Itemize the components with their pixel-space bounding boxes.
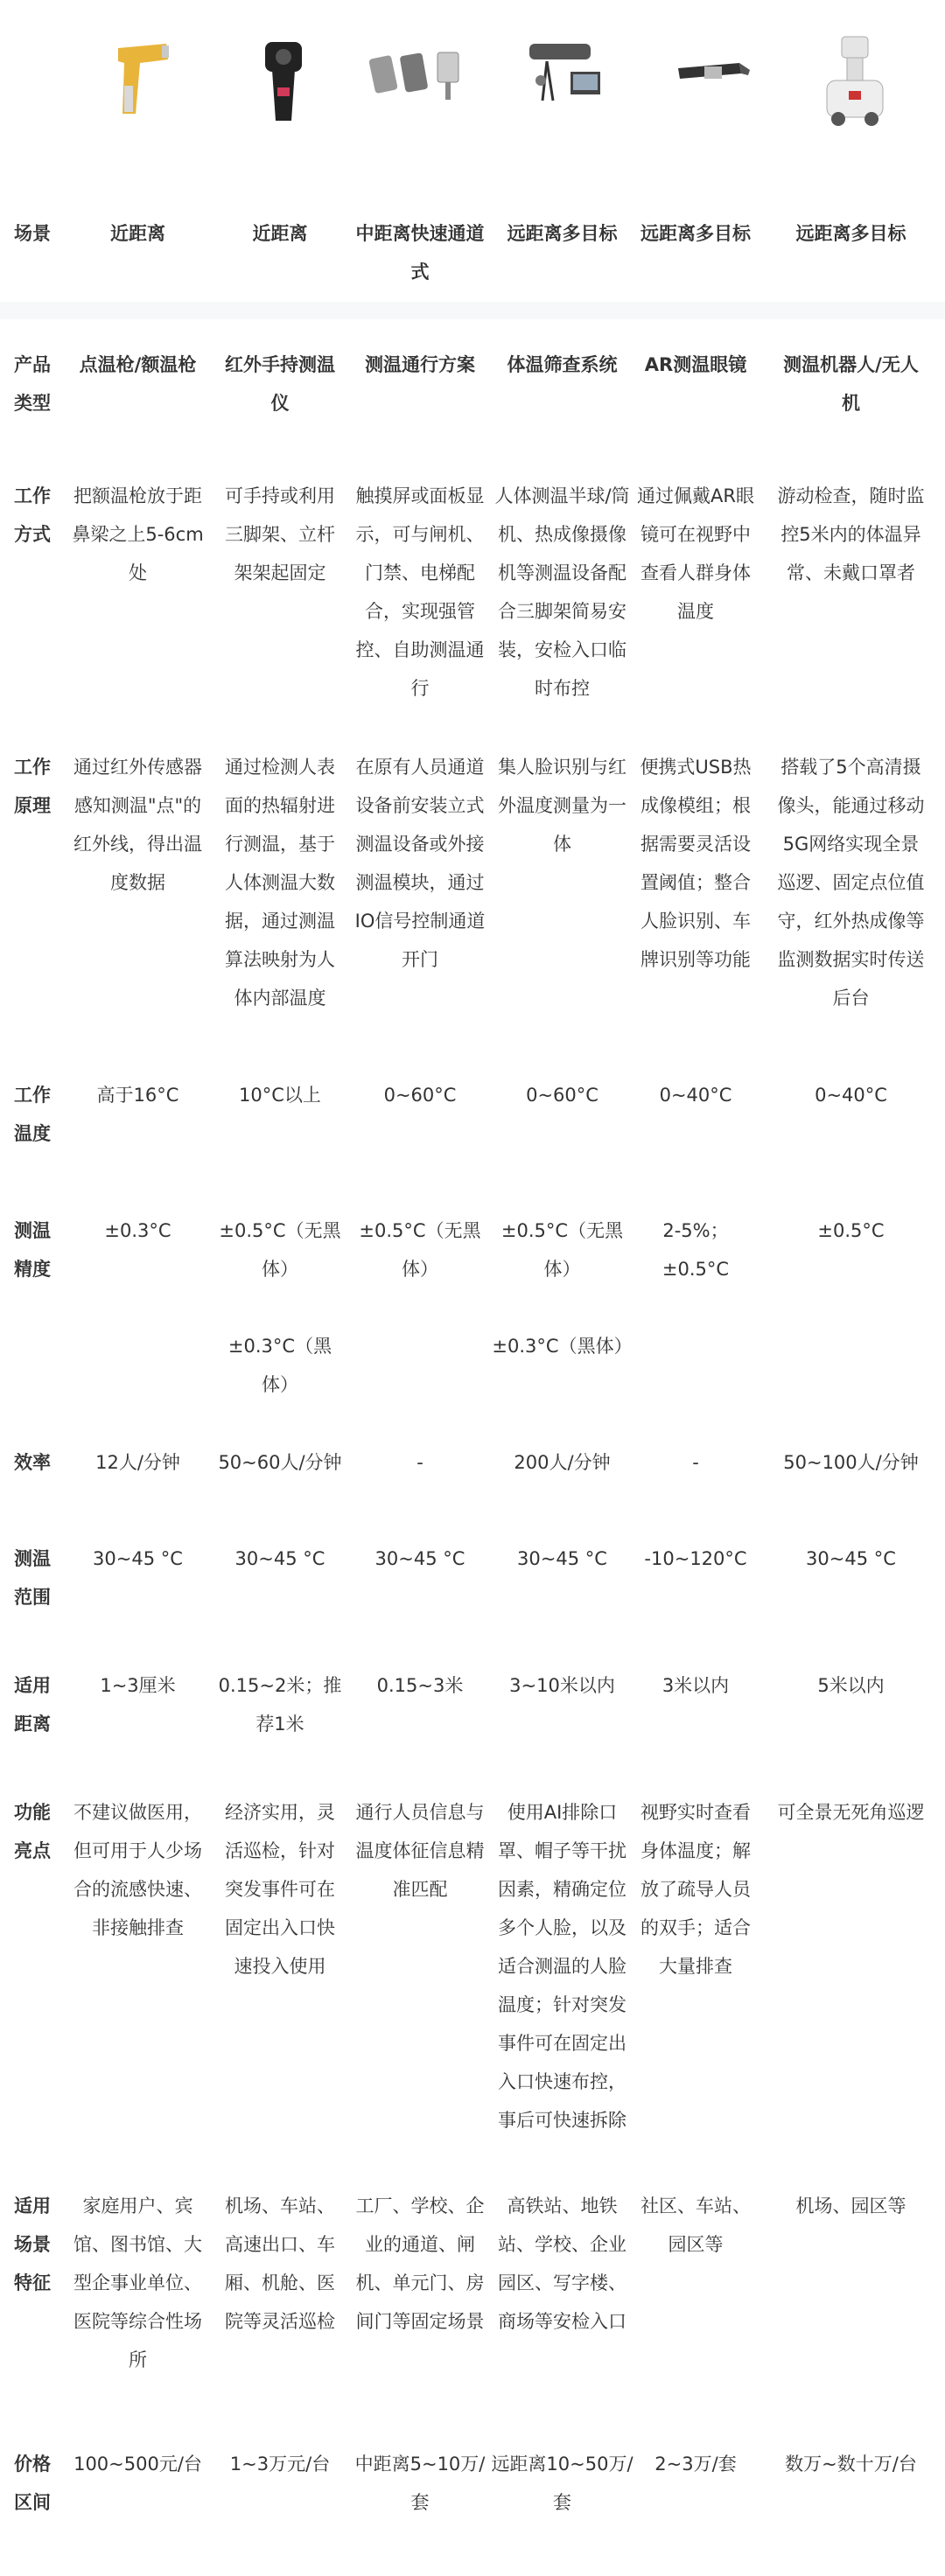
table-cell: 把额温枪放于距 鼻梁之上5-6cm 处 bbox=[72, 485, 204, 583]
table-cell: 近距离 bbox=[110, 223, 165, 244]
section-divider bbox=[0, 302, 945, 319]
table-cell: 不建议做医用， 但可用于人少场 合的流感快速、 非接触排查 bbox=[74, 1802, 202, 1938]
table-cell: 视野实时查看 身体温度；解 放了疏导人员 的双手；适合 大量排查 bbox=[640, 1802, 751, 1977]
table-cell: 高于16°C bbox=[96, 1085, 179, 1106]
table-cell: 30~45 °C bbox=[517, 1548, 607, 1569]
table-cell: 2~3万/套 bbox=[654, 2454, 737, 2475]
table-cell: ±0.3°C bbox=[104, 1220, 172, 1241]
table-cell: 200人/分钟 bbox=[514, 1452, 611, 1473]
table-cell: 高铁站、地铁 站、学校、企业 园区、写字楼、 商场等安检入口 bbox=[498, 2196, 626, 2332]
table-cell: 远距离多目标 bbox=[507, 223, 618, 244]
screening-system-icon bbox=[499, 17, 630, 149]
table-cell: 50~100人/分钟 bbox=[783, 1452, 919, 1473]
table-cell: 远距离多目标 bbox=[795, 223, 906, 244]
table-cell: ±0.5°C（无黑 体） ±0.3°C（黑 体） bbox=[219, 1220, 341, 1395]
handheld-thermal-camera-icon bbox=[214, 17, 346, 149]
table-cell: 30~45 °C bbox=[93, 1548, 183, 1569]
gate-terminal-icon bbox=[354, 17, 486, 149]
temperature-robot-icon bbox=[788, 17, 919, 149]
table-cell: 12人/分钟 bbox=[95, 1452, 180, 1473]
table-cell: 工厂、学校、企 业的通道、闸 机、单元门、房 间门等固定场景 bbox=[355, 2196, 485, 2332]
table-cell: 中距离5~10万/ 套 bbox=[354, 2454, 486, 2513]
row-header-highlights: 功能 亮点 bbox=[14, 1802, 51, 1861]
table-cell: 便携式USB热 成像模组；根 据需要灵活设 置阈值；整合 人脸识别、车 牌识别等功能 bbox=[640, 757, 752, 970]
table-cell: 5米以内 bbox=[817, 1675, 885, 1696]
table-cell: 3米以内 bbox=[662, 1675, 730, 1696]
table-cell: 2-5%；±0.5°C bbox=[662, 1220, 730, 1280]
table-cell: ±0.5°C（无黑 体） bbox=[359, 1220, 481, 1280]
table-cell: 可手持或利用 三脚架、立杆 架架起固定 bbox=[225, 485, 335, 583]
table-cell: 100~500元/台 bbox=[74, 2454, 202, 2475]
row-header-range: 测温 范围 bbox=[14, 1548, 51, 1608]
table-cell: 人体测温半球/筒 机、热成像摄像 机等测温设备配 合三脚架简易安 装，安检入口临 时布控 bbox=[494, 485, 630, 699]
table-cell: 家庭用户、宾 馆、图书馆、大 型企事业单位、 医院等综合性场 所 bbox=[74, 2196, 202, 2370]
table-cell: 数万~数十万/台 bbox=[785, 2454, 917, 2475]
table-cell: 通过佩戴AR眼 镜可在视野中 查看人群身体 温度 bbox=[637, 485, 754, 622]
table-cell: 50~60人/分钟 bbox=[218, 1452, 342, 1473]
table-cell: 0~60°C bbox=[526, 1085, 598, 1106]
table-cell: 近距离 bbox=[252, 223, 308, 244]
table-cell: 0~60°C bbox=[383, 1085, 457, 1106]
table-cell: ±0.5°C（无黑 体） ±0.3°C（黑体） bbox=[492, 1220, 633, 1357]
table-cell: 机场、园区等 bbox=[795, 2196, 906, 2216]
table-cell: 3~10米以内 bbox=[509, 1675, 615, 1696]
table-cell: 体温筛查系统 bbox=[507, 354, 618, 375]
table-cell: 使用AI排除口 罩、帽子等干扰 因素，精确定位 多个人脸，以及 适合测温的人脸 温度；针对突发 事件可在固定出 入口快速布控， 事后可快速拆除 bbox=[498, 1802, 626, 2131]
table-cell: 30~45 °C bbox=[806, 1548, 896, 1569]
table-cell: ±0.5°C bbox=[817, 1220, 885, 1241]
table-cell: 集人脸识别与红 外温度测量为一 体 bbox=[498, 757, 626, 855]
table-cell: - bbox=[692, 1452, 699, 1473]
table-cell: AR测温眼镜 bbox=[644, 354, 747, 375]
table-cell: 中距离快速通道 式 bbox=[355, 223, 485, 283]
ar-glasses-icon bbox=[643, 17, 774, 149]
table-cell: 远距离10~50万/ 套 bbox=[491, 2454, 634, 2513]
row-header-price: 价格 区间 bbox=[14, 2454, 51, 2513]
infrared-thermometer-gun-icon bbox=[70, 17, 201, 149]
row-header-work_temp: 工作 温度 bbox=[14, 1085, 51, 1144]
table-cell: 1~3厘米 bbox=[100, 1675, 176, 1696]
row-header-scene: 场景 bbox=[14, 223, 51, 244]
row-header-scenarios: 适用 场景 特征 bbox=[14, 2196, 51, 2293]
table-cell: 0~40°C bbox=[815, 1085, 887, 1106]
table-cell: 点温枪/额温枪 bbox=[79, 354, 197, 375]
table-cell: 10°C以上 bbox=[239, 1085, 321, 1106]
table-cell: 游动检查，随时监 控5米内的体温异 常、未戴口罩者 bbox=[777, 485, 925, 583]
table-cell: 机场、车站、 高速出口、车 厢、机舱、医 院等灵活巡检 bbox=[225, 2196, 335, 2332]
table-cell: 30~45 °C bbox=[234, 1548, 326, 1569]
table-cell: 通行人员信息与 温度体征信息精 准匹配 bbox=[355, 1802, 485, 1900]
row-header-principle: 工作 原理 bbox=[14, 757, 51, 816]
table-cell: 触摸屏或面板显 示，可与闸机、 门禁、电梯配 合，实现强管 控、自助测温通 行 bbox=[355, 485, 485, 699]
table-cell: 1~3万元/台 bbox=[229, 2454, 331, 2475]
table-cell: 0.15~2米；推 荐1米 bbox=[218, 1675, 342, 1735]
row-header-distance: 适用 距离 bbox=[14, 1675, 51, 1735]
table-cell: 测温通行方案 bbox=[365, 354, 475, 375]
table-cell: 经济实用，灵 活巡检，针对 突发事件可在 固定出入口快 速投入使用 bbox=[225, 1802, 335, 1977]
table-cell: 远距离多目标 bbox=[640, 223, 751, 244]
row-header-type: 产品 类型 bbox=[14, 354, 51, 414]
table-cell: 红外手持测温 仪 bbox=[225, 354, 335, 414]
table-cell: 通过红外传感器 感知测温"点"的 红外线，得出温 度数据 bbox=[74, 757, 202, 893]
row-header-efficiency: 效率 bbox=[14, 1452, 51, 1473]
table-cell: 通过检测人表 面的热辐射进 行测温，基于 人体测温大数 据，通过测温 算法映射为人 体内部温度 bbox=[225, 757, 335, 1009]
product-image-row bbox=[0, 17, 945, 149]
table-cell: 社区、车站、 园区等 bbox=[640, 2196, 751, 2255]
row-header-accuracy: 测温 精度 bbox=[14, 1220, 51, 1280]
table-cell: -10~120°C bbox=[644, 1548, 747, 1569]
table-cell: 0~40°C bbox=[659, 1085, 732, 1106]
row-header-method: 工作 方式 bbox=[14, 485, 51, 545]
table-cell: 可全景无死角巡逻 bbox=[777, 1802, 925, 1823]
table-cell: 在原有人员通道 设备前安装立式 测温设备或外接 测温模块，通过 IO信号控制通道 开门 bbox=[354, 757, 486, 970]
table-cell: 30~45 °C bbox=[374, 1548, 466, 1569]
table-cell: 0.15~3米 bbox=[376, 1675, 464, 1696]
table-cell: 搭载了5个高清摄 像头，能通过移动 5G网络实现全景 巡逻、固定点位值 守，红外热成像等 监测数据实时传送 后台 bbox=[777, 757, 925, 1009]
table-cell: 测温机器人/无人 机 bbox=[783, 354, 919, 414]
table-cell: - bbox=[416, 1452, 424, 1473]
